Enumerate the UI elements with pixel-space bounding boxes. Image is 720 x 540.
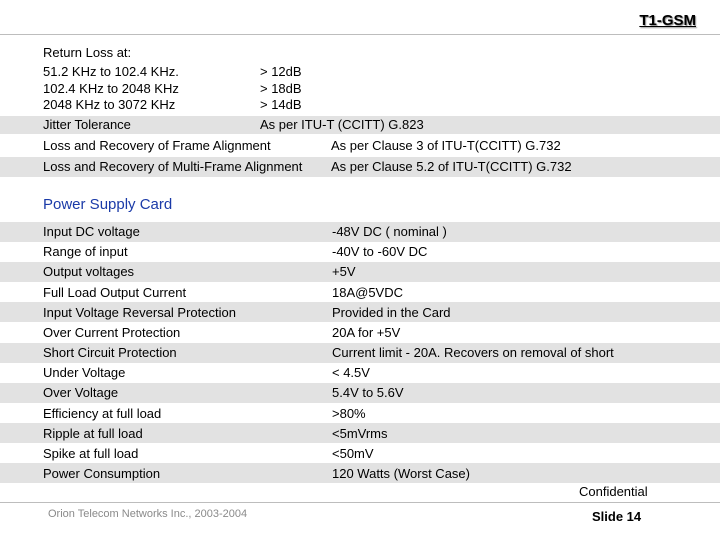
ps-label: Short Circuit Protection bbox=[43, 345, 177, 360]
footer-organization: Orion Telecom Networks Inc., 2003-2004 bbox=[48, 508, 248, 520]
ps-value: <5mVrms bbox=[332, 426, 388, 441]
header-divider bbox=[0, 34, 720, 35]
ps-value: 120 Watts (Worst Case) bbox=[332, 466, 470, 481]
spec-value: > 12dB bbox=[260, 64, 302, 79]
spec-value: > 14dB bbox=[260, 97, 302, 112]
spec-label: 2048 KHz to 3072 KHz bbox=[43, 97, 176, 112]
alignment-label: Loss and Recovery of Multi-Frame Alignment bbox=[43, 159, 303, 174]
ps-label: Over Current Protection bbox=[43, 325, 181, 340]
ps-value: +5V bbox=[332, 264, 356, 279]
ps-value: 5.4V to 5.6V bbox=[332, 385, 404, 400]
ps-value: -40V to -60V DC bbox=[332, 244, 428, 259]
alignment-value: As per Clause 3 of ITU-T(CCITT) G.732 bbox=[331, 138, 561, 153]
ps-value: -48V DC ( nominal ) bbox=[332, 224, 447, 239]
ps-value: Provided in the Card bbox=[332, 305, 451, 320]
ps-label: Efficiency at full load bbox=[43, 406, 162, 421]
ps-label: Input Voltage Reversal Protection bbox=[43, 305, 236, 320]
ps-label: Under Voltage bbox=[43, 365, 126, 380]
slide-title: T1-GSM bbox=[639, 12, 696, 29]
ps-value: <50mV bbox=[332, 446, 374, 461]
spec-label: 51.2 KHz to 102.4 KHz. bbox=[43, 64, 179, 79]
ps-value: 20A for +5V bbox=[332, 325, 401, 340]
alignment-value: As per Clause 5.2 of ITU-T(CCITT) G.732 bbox=[331, 159, 572, 174]
ps-label: Full Load Output Current bbox=[43, 285, 187, 300]
slide-number: Slide 14 bbox=[592, 509, 642, 524]
return-loss-heading: Return Loss at: bbox=[43, 45, 132, 60]
ps-label: Input DC voltage bbox=[43, 224, 140, 239]
alignment-label: Loss and Recovery of Frame Alignment bbox=[43, 138, 271, 153]
spec-value: > 18dB bbox=[260, 81, 302, 96]
ps-value: < 4.5V bbox=[332, 365, 370, 380]
ps-label: Spike at full load bbox=[43, 446, 139, 461]
ps-label: Over Voltage bbox=[43, 385, 119, 400]
spec-label: Jitter Tolerance bbox=[43, 117, 131, 132]
spec-label: 102.4 KHz to 2048 KHz bbox=[43, 81, 179, 96]
ps-label: Range of input bbox=[43, 244, 128, 259]
footer-divider bbox=[0, 502, 720, 503]
section-title: Power Supply Card bbox=[43, 196, 173, 213]
ps-value: >80% bbox=[332, 406, 366, 421]
ps-label: Power Consumption bbox=[43, 466, 161, 481]
ps-value: 18A@5VDC bbox=[332, 285, 404, 300]
ps-label: Output voltages bbox=[43, 264, 135, 279]
ps-label: Ripple at full load bbox=[43, 426, 143, 441]
ps-value: Current limit - 20A. Recovers on removal of short bbox=[332, 345, 614, 360]
confidential-label: Confidential bbox=[579, 484, 648, 499]
spec-value: As per ITU-T (CCITT) G.823 bbox=[260, 117, 424, 132]
